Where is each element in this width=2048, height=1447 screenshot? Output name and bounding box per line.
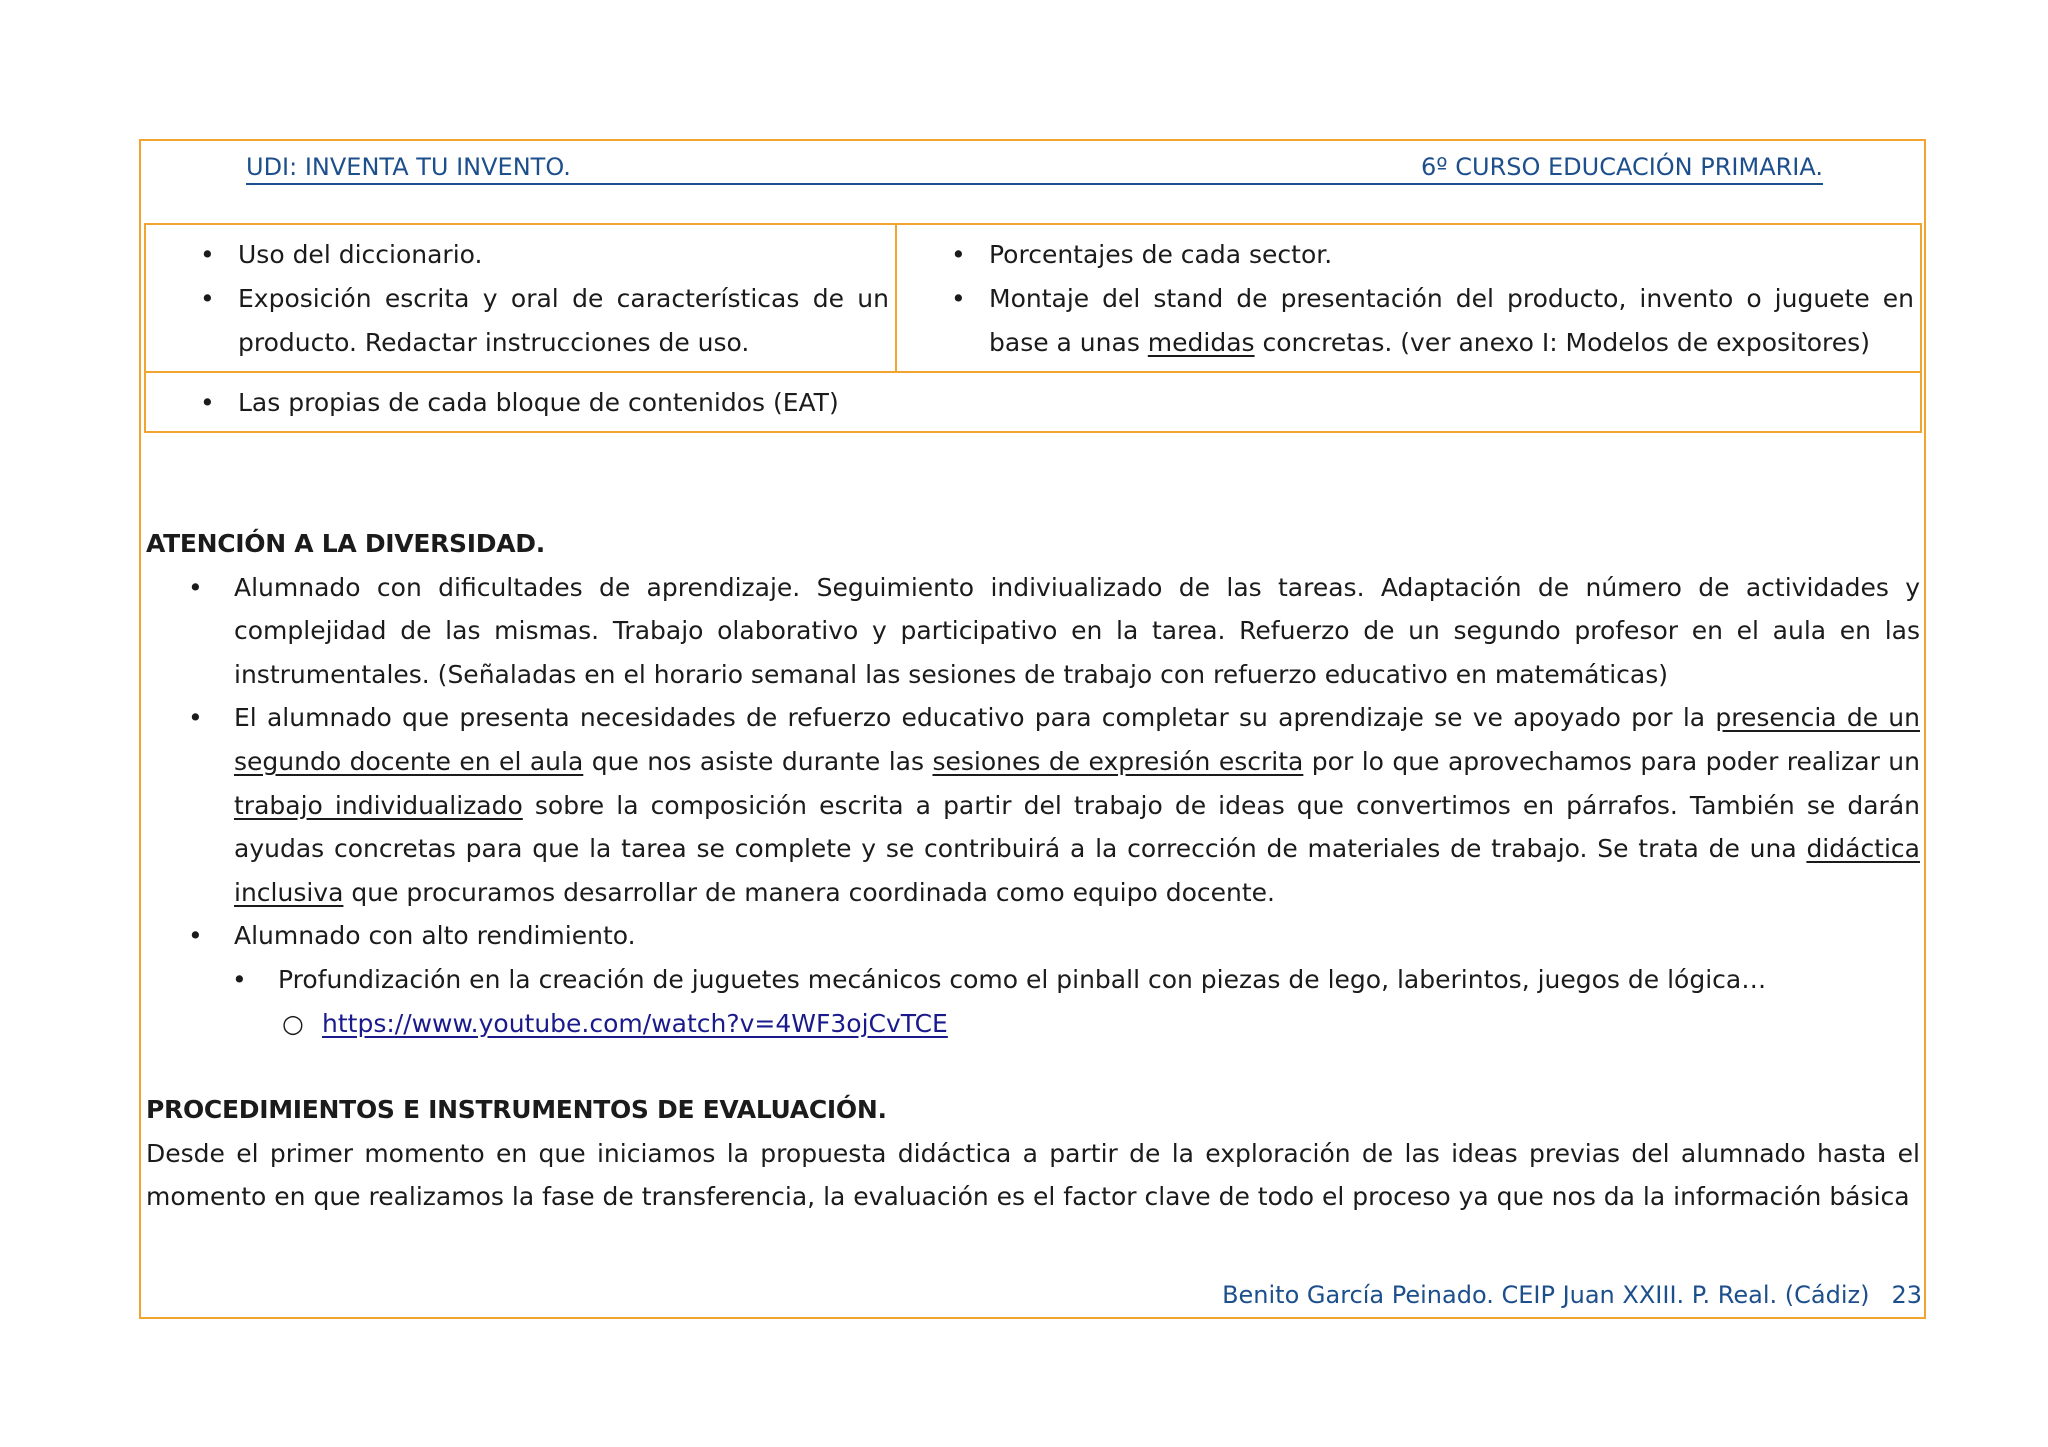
bullet-icon: • [232, 964, 247, 994]
bullet-icon: • [951, 240, 966, 269]
list-item: • Alumnado con alto rendimiento. [146, 914, 1920, 958]
list-item: • Porcentajes de cada sector. [903, 233, 1914, 277]
bullet-icon: • [951, 284, 966, 313]
underlined-text: trabajo individualizado [234, 790, 523, 820]
page-footer [1222, 1280, 1922, 1310]
table-cell-full [145, 372, 1921, 432]
section-heading-evaluacion: PROCEDIMIENTOS E INSTRUMENTOS DE EVALUACIÓN. [146, 1095, 887, 1125]
spacer [146, 1045, 1920, 1088]
table-row [145, 224, 1921, 372]
underlined-text: didáctica inclusiva [234, 834, 1920, 907]
list-item: • Exposición escrita y oral de características de un producto. Redactar instrucciones de uso. [152, 277, 889, 365]
bullet-icon: • [200, 240, 215, 269]
list-item: • Las propias de cada bloque de contenidos (EAT) [152, 381, 1914, 425]
list-item: • Alumnado con dificultades de aprendizaje. Seguimiento indiviualizado de las tareas. Adaptación de número de actividades y complejidad de las mismas. Trabajo olaborativo y participativo en la tarea. Refuerzo de un segundo profesor en el aula en las instrumentales. (Señaladas en el horario semanal las sesiones de trabajo con refuerzo educativo en matemáticas) [146, 566, 1920, 697]
section-heading-diversidad: ATENCIÓN A LA DIVERSIDAD. [146, 529, 545, 558]
main-content [146, 522, 1920, 1219]
bullet-icon: • [188, 921, 203, 951]
list-item: • Montaje del stand de presentación del producto, invento o juguete en base a unas medidas concretas. (ver anexo I: Modelos de expositores) [903, 277, 1914, 365]
bullet-icon: • [188, 703, 203, 733]
paragraph: Desde el primer momento en que iniciamos la propuesta didáctica a partir de la exploración de las ideas previas del alumnado hasta el momento en que realizamos la fase de transferencia, la evaluación es el factor clave de todo el proceso ya que nos da la información básica [146, 1138, 1920, 1212]
header-course: 6º CURSO EDUCACIÓN PRIMARIA. [1421, 153, 1823, 181]
underlined-text: presencia de un segundo docente en el aula [234, 703, 1921, 776]
bullet-icon: • [200, 284, 215, 313]
page-header [246, 152, 1823, 185]
bullet-icon: • [200, 388, 215, 417]
bullet-icon: • [188, 572, 203, 602]
page-number: 23 [1891, 1281, 1922, 1309]
table-row [145, 372, 1921, 432]
footer-author: Benito García Peinado. CEIP Juan XXIII. P. Real. (Cádiz) [1222, 1281, 1870, 1309]
table-cell-left [145, 224, 896, 372]
list-item [146, 1002, 1920, 1046]
underlined-text: sesiones de expresión escrita [932, 746, 1304, 776]
list-item: • El alumnado que presenta necesidades de refuerzo educativo para completar su aprendizaje se ve apoyado por la presencia de un segundo docente en el aula que nos asiste durante las sesiones de expresión escrita por lo que aprovechamos para poder realizar un trabajo individualizado sobre la composición escrita a partir del trabajo de ideas que convertimos en párrafos. También se darán ayudas concretas para que la tarea se complete y se contribuirá a la corrección de materiales de trabajo. Se trata de una didáctica inclusiva que procuramos desarrollar de manera coordinada como equipo docente. [146, 696, 1920, 914]
list-item: • Profundización en la creación de juguetes mecánicos como el pinball con piezas de lego, laberintos, juegos de lógica… [146, 958, 1920, 1002]
content-table [144, 223, 1922, 433]
youtube-link[interactable]: https://www.youtube.com/watch?v=4WF3ojCvTCE [322, 1008, 948, 1038]
underlined-text: medidas [1147, 328, 1255, 357]
header-title: UDI: INVENTA TU INVENTO. [246, 153, 571, 181]
list-item: • Uso del diccionario. [152, 233, 889, 277]
circle-bullet-icon: ○ [282, 1008, 304, 1038]
table-cell-right [896, 224, 1921, 372]
diversidad-list [146, 566, 1920, 1046]
